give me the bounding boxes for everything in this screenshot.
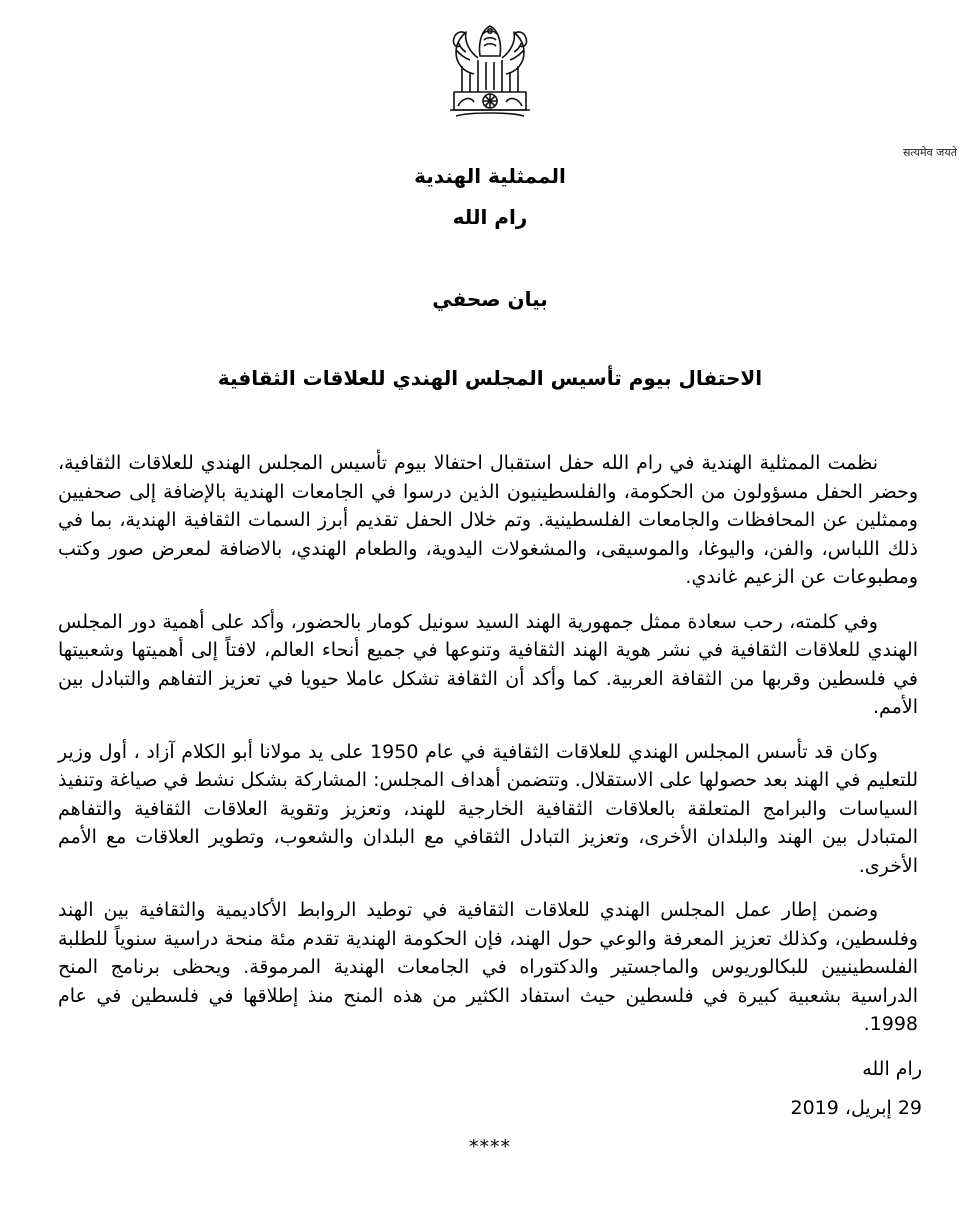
lion-capital-emblem-icon	[440, 12, 540, 137]
document-type: بيان صحفي	[432, 287, 548, 311]
press-release-title: الاحتفال بيوم تأسيس المجلس الهندي للعلاقات الثقافية	[217, 366, 763, 390]
office-city: رام الله	[452, 205, 528, 229]
signoff-place: رام الله	[862, 1058, 922, 1080]
office-name: الممثلية الهندية	[414, 164, 566, 188]
body-paragraph: وضمن إطار عمل المجلس الهندي للعلاقات الثقافية في توطيد الروابط الأكاديمية والثقافية بين الهند وفلسطين، وكذلك تعزيز المعرفة والوعي حول الهند، فإن الحكومة الهندية تقدم مئة منحة دراسية سنوياً للطلبة الفلسطينيين للبكالوريوس والماجستير والدكتوراه في الجامعات الهندية المرموقة. ويحظى برنامج المنح الدراسية بشعبية كبيرة في فلسطين حيث استفاد الكثير من هذه المنح منذ إطلاقها في فلسطين في عام 1998.	[58, 899, 918, 1035]
emblem-motto: सत्यमेव जयते	[902, 146, 957, 159]
end-mark: ****	[469, 1136, 511, 1158]
national-emblem	[440, 12, 957, 159]
body-paragraph: نظمت الممثلية الهندية في رام الله حفل استقبال احتفالا بيوم تأسيس المجلس الهندي للعلاقات الثقافية، وحضر الحفل مسؤولون من الحكومة، والفلسطينيون الذين درسوا في الجامعات الهندية بالإضافة إلى صحفيين وممثلين عن المحافظات والجامعات الفلسطينية. وتم خلال الحفل تقديم أبرز السمات الثقافية الهندية، بما في ذلك اللباس، والفن، واليوغا، والموسيقى، والمشغولات اليدوية، والطعام الهندي، بالاضافة لمعرض صور وكتب ومطبوعات عن الزعيم غاندي.	[58, 452, 918, 588]
body-paragraph: وفي كلمته، رحب سعادة ممثل جمهورية الهند السيد سونيل كومار بالحضور، وأكد على أهمية دور المجلس الهندي للعلاقات الثقافية في نشر هوية الهند الثقافية وتنوعها في جميع أنحاء العالم، لافتاً إلى أهميتها وشعبيتها في فلسطين وقربها من الثقافة العربية. كما وأكد أن الثقافة تشكل عاملا حيويا في تعزيز التفاهم والتبادل بين الأمم.	[58, 610, 918, 718]
body-paragraph: وكان قد تأسس المجلس الهندي للعلاقات الثقافية في عام 1950 على يد مولانا أبو الكلام آزاد ، أول وزير للتعليم في الهند بعد حصولها على الاستقلال. وتتضمن أهداف المجلس: المشاركة بشكل نشط في صياغة وتنفيذ السياسات والبرامج المتعلقة بالعلاقات الثقافية الخارجية للهند، وتعزيز وتقوية العلاقات الثقافية والتفاهم المتبادل بين الهند والبلدان الأخرى، وتعزيز التبادل الثقافي مع البلدان والشعوب، وتطوير العلاقات مع الأمم الأخرى.	[58, 740, 918, 877]
press-release-body	[58, 449, 918, 1055]
release-date: 29 إبريل، 2019	[790, 1097, 922, 1119]
